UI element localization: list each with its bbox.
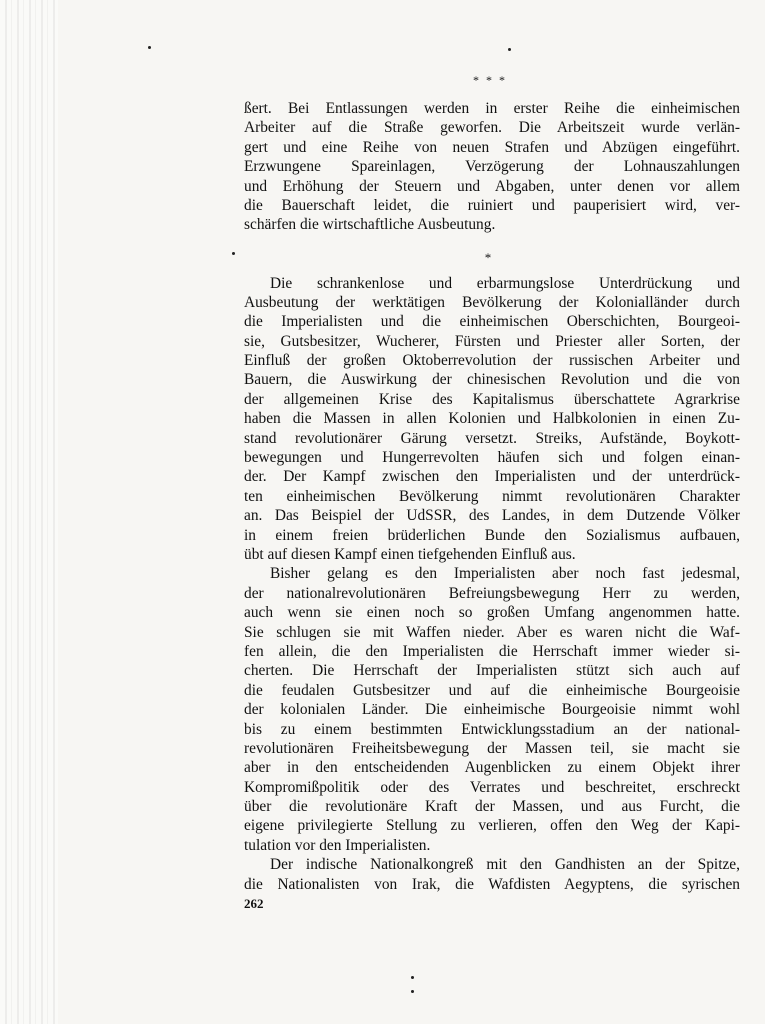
text-line: tulation vor den Imperialisten.: [244, 836, 431, 854]
text-line: haben die Massen in allen Kolonien und Halbkolonien in einen Zu-: [244, 410, 740, 428]
text-line: eigene privilegierte Stellung zu verlieren, offen den Weg der Kapi-: [244, 817, 740, 835]
text-line: in einem freien brüderlichen Bunde den Sozialismus aufbauen,: [244, 526, 740, 544]
text-line: Die schrankenlose und erbarmungslose Unterdrückung und: [270, 274, 740, 292]
text-line: aber in den entscheidenden Augenblicken zu einem Objekt ihrer: [244, 759, 740, 777]
text-line: cherten. Die Herrschaft der Imperialisten stützt sich auch auf: [244, 662, 740, 680]
text-line: die Imperialisten und die einheimischen Oberschichten, Bourgeoi-: [244, 313, 740, 331]
text-line: Arbeiter auf die Straße geworfen. Die Arbeitszeit wurde verlän-: [244, 119, 740, 137]
text-line: ßert. Bei Entlassungen werden in erster Reihe die einheimischen: [244, 100, 740, 117]
text-line: ten einheimischen Bevölkerung nimmt revolutionären Charakter: [244, 487, 740, 505]
text-line: Ausbeutung der werktätigen Bevölkerung der Kolonialländer durch: [244, 293, 740, 311]
print-speck: [411, 976, 414, 979]
text-line: an. Das Beispiel der UdSSR, des Landes, in dem Dutzende Völker: [244, 507, 740, 525]
page-number: 262: [244, 896, 264, 911]
text-line: Kompromißpolitik oder des Verrates und beschreitet, erschreckt: [244, 778, 740, 796]
text-line: stand revolutionärer Gärung versetzt. Streiks, Aufstände, Boykott-: [244, 429, 740, 447]
print-speck: [508, 48, 511, 51]
text-line: Erzwungene Spareinlagen, Verzögerung der Lohnauszahlungen: [244, 158, 740, 176]
text-line: sie, Gutsbesitzer, Wucherer, Fürsten und Priester aller Sorten, der: [244, 332, 740, 350]
text-line: Sie schlugen sie mit Waffen nieder. Aber es waren nicht die Waf-: [244, 623, 740, 641]
text-line: revolutionären Freiheitsbewegung der Massen teil, sie macht sie: [244, 739, 740, 757]
print-speck: [148, 46, 151, 49]
text-line: Bauern, die Auswirkung der chinesischen Revolution und die von: [244, 371, 740, 389]
body-text: [244, 99, 740, 894]
text-line: die Bauerschaft leidet, die ruiniert und pauperisiert wird, ver-: [244, 196, 740, 214]
text-line: und Erhöhung der Steuern und Abgaben, unter denen vor allem: [244, 177, 740, 195]
text-line: der kolonialen Länder. Die einheimische Bourgeoisie nimmt wohl: [244, 701, 740, 719]
text-line: der. Der Kampf zwischen den Imperialisten und der unterdrück-: [244, 468, 740, 486]
section-ornament: *: [484, 250, 492, 265]
text-line: schärfen die wirtschaftliche Ausbeutung.: [244, 216, 496, 234]
text-line: Einfluß der großen Oktoberrevolution der russischen Arbeiter und: [244, 352, 740, 370]
text-line: übt auf diesen Kampf einen tiefgehenden Einfluß aus.: [244, 546, 576, 563]
text-line: die feudalen Gutsbesitzer und auf die einheimische Bourgeoisie: [244, 681, 740, 699]
text-line: die Nationalisten von Irak, die Wafdisten Aegyptens, die syrischen: [244, 875, 740, 893]
print-speck: [232, 252, 235, 255]
text-line: Bisher gelang es den Imperialisten aber noch fast jedesmal,: [270, 565, 740, 583]
text-line: der allgemeinen Krise des Kapitalismus überschattete Agrarkrise: [244, 390, 740, 408]
text-line: bis zu einem bestimmten Entwicklungsstadium an der national-: [244, 720, 740, 738]
text-line: gert und eine Reihe von neuen Strafen und Abzügen eingeführt.: [244, 138, 740, 156]
text-line: Der indische Nationalkongreß mit den Gandhisten an der Spitze,: [270, 856, 740, 874]
text-line: der nationalrevolutionären Befreiungsbewegung Herr zu werden,: [244, 584, 740, 602]
text-line: fen allein, die den Imperialisten die Herrschaft immer wieder si-: [244, 642, 740, 660]
print-speck: [411, 990, 414, 993]
text-line: bewegungen und Hungerrevolten häufen sich und folgen einan-: [244, 449, 740, 467]
section-ornament-top: * * *: [473, 73, 507, 87]
text-line: über die revolutionäre Kraft der Massen, und aus Furcht, die: [244, 798, 740, 816]
text-line: auch wenn sie einen noch so großen Umfang angenommen hatte.: [244, 604, 740, 622]
page-binding-edge: [0, 0, 58, 1024]
